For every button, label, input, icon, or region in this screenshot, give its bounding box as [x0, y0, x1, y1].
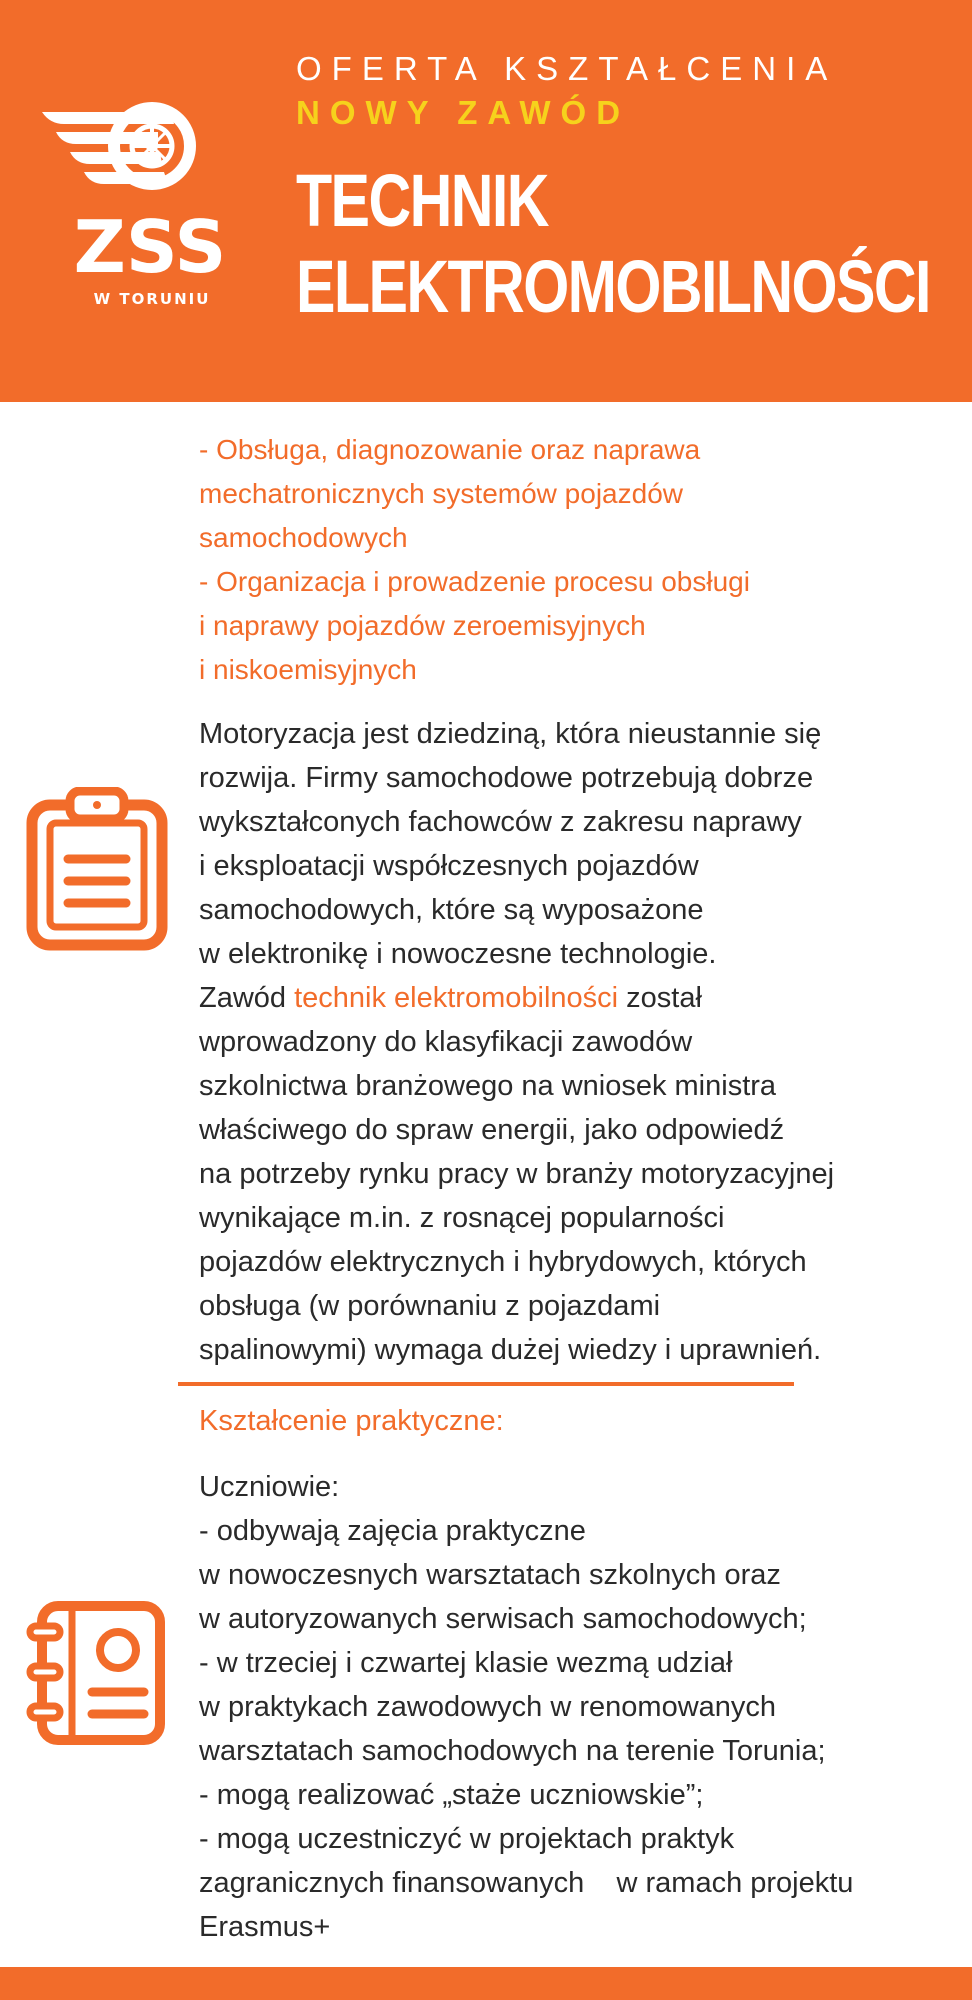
- practical-training-list: [199, 1465, 959, 1949]
- practical-line: - mogą realizować „staże uczniowskie”;: [199, 1779, 704, 1811]
- notebook-icon: [26, 1600, 168, 1746]
- clipboard-icon: [26, 787, 168, 951]
- profession-name-highlight: technik elektromobilności: [294, 982, 619, 1014]
- description-line: i eksploatacji współczesnych pojazdów: [199, 850, 699, 882]
- description-line: Motoryzacja jest dziedziną, która nieustannie się: [199, 718, 822, 750]
- practical-line: w praktykach zawodowych w renomowanych: [199, 1691, 777, 1723]
- qualifications-list: [199, 428, 919, 692]
- practical-training-heading: Kształcenie praktyczne:: [199, 1405, 504, 1437]
- qualification-line: - Organizacja i prowadzenie procesu obsługi: [199, 566, 750, 597]
- wheel-wings-logo-icon: [40, 102, 260, 312]
- offer-kicker: OFERTA KSZTAŁCENIA: [296, 50, 838, 87]
- header-banner: [0, 0, 972, 402]
- practical-line: - odbywają zajęcia praktyczne: [199, 1515, 586, 1547]
- logo-subtext: W TORUNIU: [93, 290, 211, 308]
- description-line: samochodowych, które są wyposażone: [199, 894, 704, 926]
- qualification-line: mechatronicznych systemów pojazdów: [199, 478, 683, 509]
- page-title: [296, 158, 930, 330]
- description-line: szkolnictwa branżowego na wniosek ministra: [199, 1070, 777, 1102]
- title-line-2: ELEKTROMOBILNOŚCI: [296, 245, 930, 328]
- qualification-line: - Obsługa, diagnozowanie oraz naprawa: [199, 434, 701, 465]
- inline-suffix: został: [618, 982, 702, 1014]
- practical-line: w autoryzowanych serwisach samochodowych;: [199, 1603, 807, 1635]
- section-divider: [178, 1382, 794, 1386]
- description-line: pojazdów elektrycznych i hybrydowych, których: [199, 1246, 807, 1278]
- practical-line: zagranicznych finansowanych w ramach projektu: [199, 1867, 854, 1899]
- description-line: wynikające m.in. z rosnącej popularności: [199, 1202, 725, 1234]
- title-line-1: TECHNIK: [296, 159, 548, 242]
- practical-line: Uczniowie:: [199, 1471, 340, 1503]
- description-line: wykształconych fachowców z zakresu naprawy: [199, 806, 802, 838]
- qualification-line: samochodowych: [199, 522, 408, 553]
- description-line: obsługa (w porównaniu z pojazdami: [199, 1290, 661, 1322]
- footer-bar: [0, 1967, 972, 2000]
- practical-line: w nowoczesnych warsztatach szkolnych oraz: [199, 1559, 781, 1591]
- practical-line: warsztatach samochodowych na terenie Torunia;: [199, 1735, 826, 1767]
- practical-line: - w trzeciej i czwartej klasie wezmą udział: [199, 1647, 733, 1679]
- description-line: na potrzeby rynku pracy w branży motoryzacyjnej: [199, 1158, 835, 1190]
- description-line: właściwego do spraw energii, jako odpowiedź: [199, 1114, 785, 1146]
- inline-prefix: Zawód: [199, 982, 295, 1014]
- description-line: w elektronikę i nowoczesne technologie.: [199, 938, 717, 970]
- qualification-line: i niskoemisyjnych: [199, 654, 417, 685]
- qualification-line: i naprawy pojazdów zeroemisyjnych: [199, 610, 646, 641]
- description-line: wprowadzony do klasyfikacji zawodów: [199, 1026, 693, 1058]
- description-line: rozwija. Firmy samochodowe potrzebują dobrze: [199, 762, 814, 794]
- practical-line: Erasmus+: [199, 1911, 331, 1943]
- new-profession-kicker: NOWY ZAWÓD: [296, 94, 631, 131]
- profession-description: [199, 712, 939, 1372]
- practical-line: - mogą uczestniczyć w projektach praktyk: [199, 1823, 735, 1855]
- description-line-highlight: [199, 976, 939, 1020]
- logo-text: ZSS: [73, 205, 227, 289]
- school-logo: [40, 102, 260, 312]
- description-line: spalinowymi) wymaga dużej wiedzy i uprawnień.: [199, 1334, 822, 1366]
